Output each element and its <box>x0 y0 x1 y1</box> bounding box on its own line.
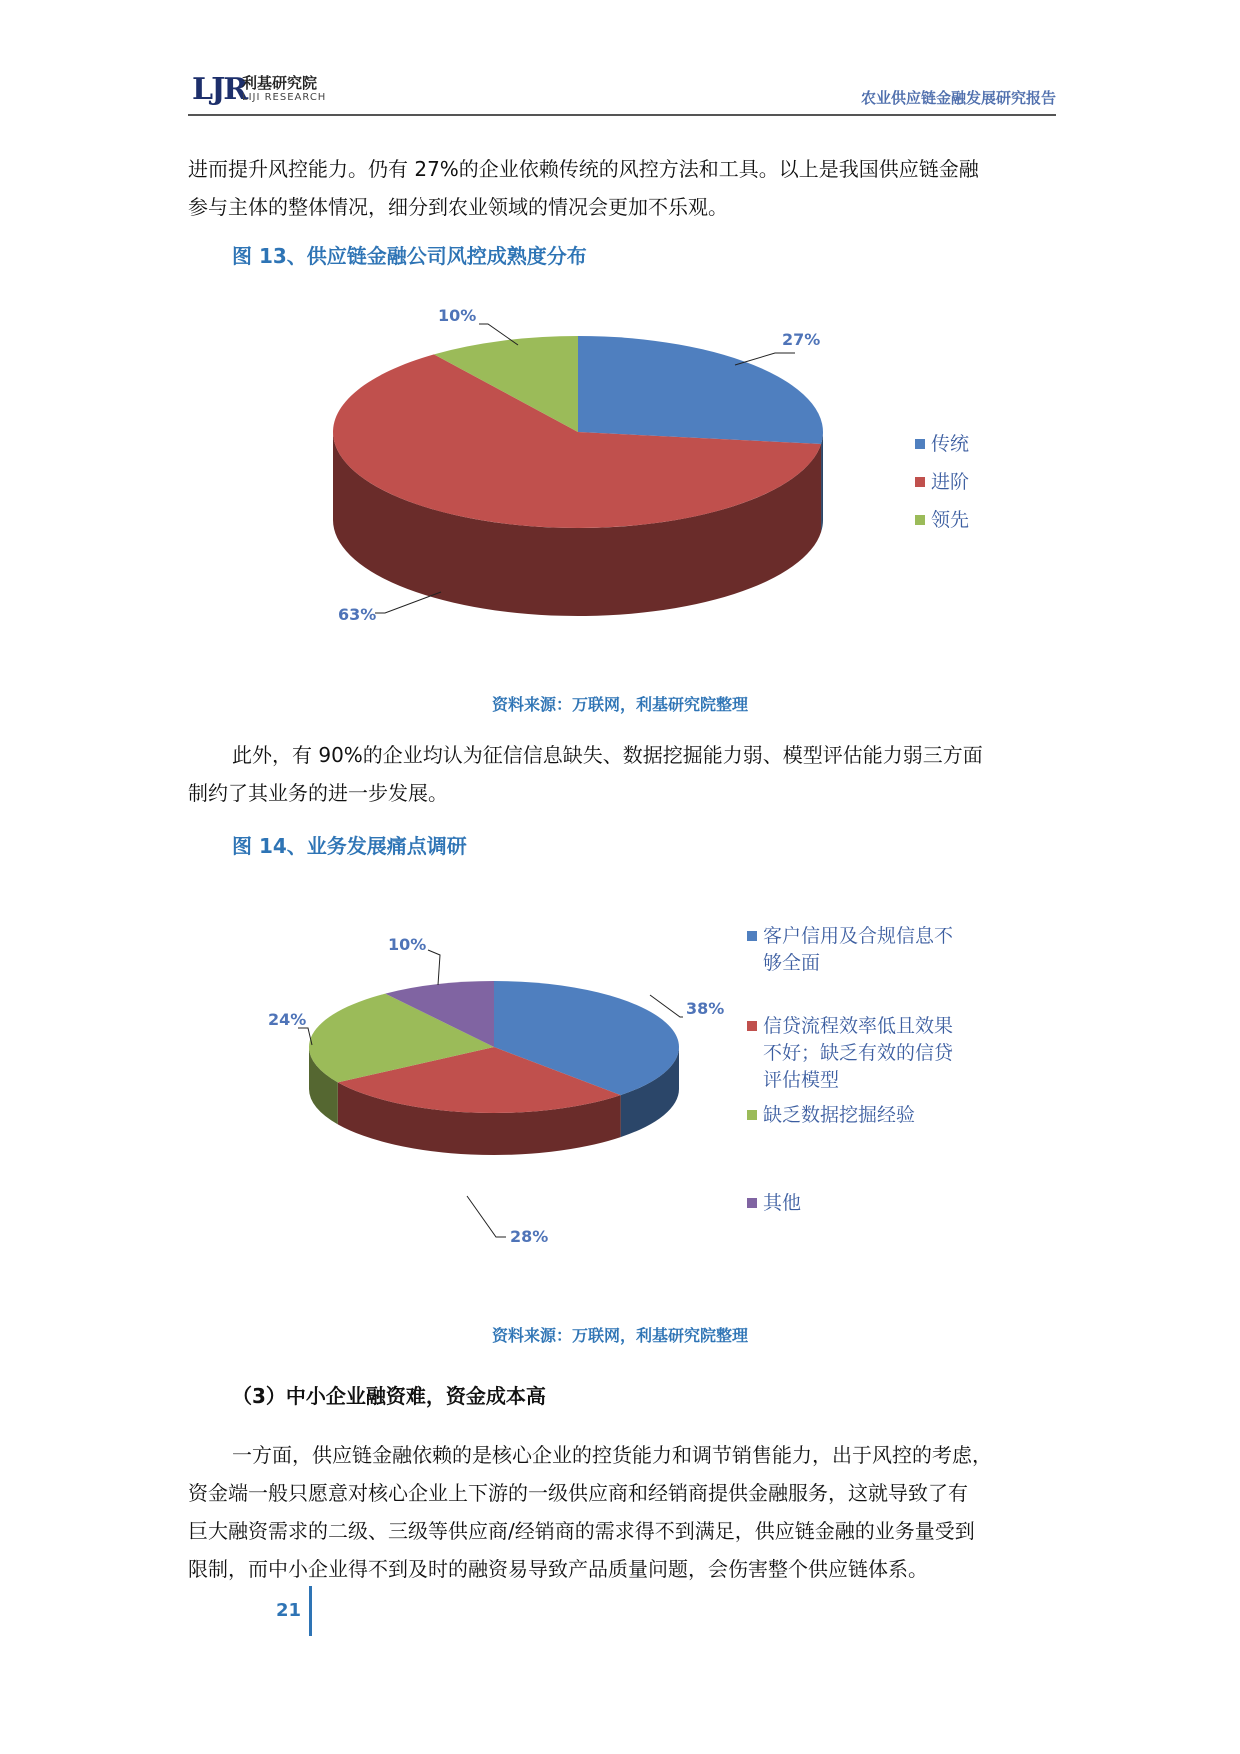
legend-swatch <box>747 1110 757 1120</box>
legend-label: 传统 <box>931 433 970 455</box>
logo-chinese-name: 利基研究院 <box>242 74 318 92</box>
data-label: 28% <box>510 1227 549 1246</box>
legend-label: 进阶 <box>931 471 970 493</box>
paragraph-line: 资金端一般只愿意对核心企业上下游的一级供应商和经销商提供金融服务，这就导致了有 <box>188 1481 968 1505</box>
paragraph-line: 进而提升风控能力。仍有 27%的企业依赖传统的风控方法和工具。以上是我国供应链金融 <box>188 157 979 181</box>
legend-swatch <box>747 931 757 941</box>
section-heading: （3）中小企业融资难，资金成本高 <box>232 1384 546 1408</box>
figure-14-source: 资料来源：万联网，利基研究院整理 <box>491 1326 748 1345</box>
legend-label: 其他 <box>763 1192 802 1214</box>
data-label: 63% <box>338 605 377 624</box>
paragraph-line: 参与主体的整体情况，细分到农业领域的情况会更加不乐观。 <box>188 195 728 219</box>
legend-label: 够全面 <box>763 952 821 974</box>
legend-label: 客户信用及合规信息不 <box>763 925 954 947</box>
report-title: 农业供应链金融发展研究报告 <box>860 89 1056 107</box>
legend-label: 缺乏数据挖掘经验 <box>763 1104 916 1126</box>
leader-line <box>650 995 683 1017</box>
data-label: 24% <box>268 1010 307 1029</box>
legend-swatch <box>747 1198 757 1208</box>
legend-label: 领先 <box>931 509 970 531</box>
paragraph-line: 一方面，供应链金融依赖的是核心企业的控货能力和调节销售能力，出于风控的考虑， <box>232 1443 992 1467</box>
paragraph-line: 制约了其业务的进一步发展。 <box>188 781 448 805</box>
paragraph-line: 巨大融资需求的二级、三级等供应商/经销商的需求得不到满足，供应链金融的业务量受到 <box>188 1519 975 1543</box>
data-label: 10% <box>388 935 427 954</box>
legend-label: 评估模型 <box>763 1069 840 1091</box>
page-number-bar <box>309 1586 312 1636</box>
legend-label: 信贷流程效率低且效果 <box>763 1015 954 1037</box>
figure-14-title: 图 14、业务发展痛点调研 <box>232 834 467 858</box>
legend-swatch <box>747 1021 757 1031</box>
logo-english-name: LIJI RESEARCH <box>242 92 327 103</box>
paragraph-line: 此外，有 90%的企业均认为征信信息缺失、数据挖掘能力弱、模型评估能力弱三方面 <box>232 743 983 767</box>
data-label: 38% <box>686 999 725 1018</box>
leader-line <box>467 1196 506 1237</box>
figure-13-title: 图 13、供应链金融公司风控成熟度分布 <box>232 244 587 268</box>
data-label: 27% <box>782 330 821 349</box>
logo-mark-text: LJR <box>192 72 247 107</box>
figure-13-source: 资料来源：万联网，利基研究院整理 <box>491 695 748 714</box>
legend-label: 不好；缺乏有效的信贷 <box>763 1042 954 1064</box>
leader-line <box>428 950 440 985</box>
paragraph-line: 限制，而中小企业得不到及时的融资易导致产品质量问题，会伤害整个供应链体系。 <box>188 1557 928 1581</box>
data-label: 10% <box>438 306 477 325</box>
page-number: 21 <box>276 1600 302 1621</box>
